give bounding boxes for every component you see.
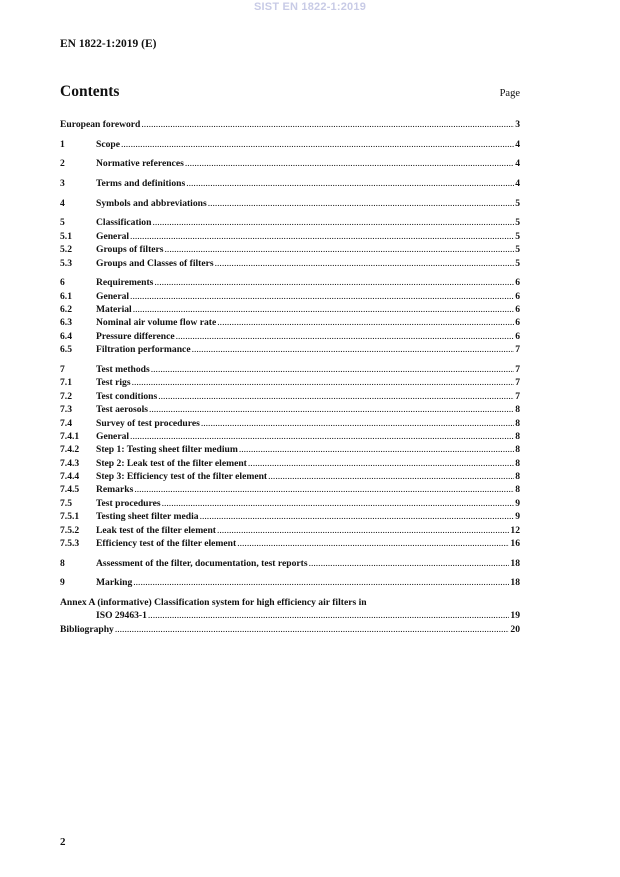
toc-entry-number: 6.4 (60, 330, 72, 342)
toc-entry-number: 3 (60, 178, 65, 190)
toc-entry-number: 7.4.4 (60, 471, 80, 483)
toc-entry-number: 5 (60, 217, 65, 229)
table-of-contents (60, 118, 520, 636)
toc-entry-title: Bibliography (60, 623, 114, 635)
toc-leader-dots (201, 417, 514, 430)
toc-entry-title: Groups of filters (96, 244, 164, 256)
toc-leader-dots (239, 443, 514, 456)
toc-entry-title: Survey of test procedures (96, 417, 200, 429)
toc-leader-dots (217, 316, 514, 329)
toc-leader-dots (115, 623, 510, 636)
toc-entry-number: 7.3 (60, 404, 72, 416)
toc-leader-dots (149, 403, 514, 416)
toc-entry-title: General (96, 290, 130, 302)
toc-entry-number: 9 (60, 577, 65, 589)
toc-entry-page: 4 (515, 138, 520, 150)
toc-entry[interactable] (60, 290, 520, 303)
toc-entry[interactable] (60, 443, 520, 456)
page-column-label: Page (499, 88, 520, 99)
toc-entry-page: 8 (515, 484, 520, 496)
toc-leader-dots (176, 330, 515, 343)
toc-leader-dots (130, 430, 514, 443)
toc-leader-dots (148, 609, 510, 622)
toc-leader-dots (133, 576, 509, 589)
toc-entry[interactable] (60, 537, 520, 550)
toc-leader-dots (158, 390, 514, 403)
toc-entry-title: Step 2: Leak test of the filter element (96, 457, 247, 469)
toc-entry-page: 18 (510, 577, 520, 589)
contents-title: Contents (60, 83, 120, 100)
toc-leader-dots (162, 497, 515, 510)
toc-leader-dots (141, 118, 514, 131)
toc-entry[interactable] (60, 457, 520, 470)
toc-entry-page: 8 (515, 430, 520, 442)
toc-entry[interactable] (60, 118, 520, 131)
toc-entry-page: 6 (515, 290, 520, 302)
toc-entry-number: 7 (60, 363, 65, 375)
document-id: EN 1822-1:2019 (E) (60, 38, 157, 50)
toc-entry-number: 7.2 (60, 390, 72, 402)
toc-entry-page: 7 (515, 344, 520, 356)
toc-entry-page: 5 (515, 197, 520, 209)
toc-entry-number: 7.4.5 (60, 484, 80, 496)
toc-entry[interactable] (60, 497, 520, 510)
toc-entry-number: 7.1 (60, 377, 72, 389)
toc-entry-title: Normative references (96, 158, 184, 170)
toc-entry[interactable] (60, 390, 520, 403)
toc-entry-title: General (96, 430, 130, 442)
toc-entry-page: 18 (510, 557, 520, 569)
toc-entry[interactable] (60, 576, 520, 589)
toc-entry-number: 7.4.3 (60, 457, 80, 469)
toc-leader-dots (130, 290, 514, 303)
toc-entry-title: Leak test of the filter element (96, 524, 216, 536)
toc-leader-dots (309, 557, 510, 570)
toc-entry-number: 6.2 (60, 304, 72, 316)
toc-entry[interactable] (60, 470, 520, 483)
toc-entry[interactable] (60, 376, 520, 389)
toc-leader-dots (134, 483, 514, 496)
toc-leader-dots (192, 343, 515, 356)
toc-entry-number: 7.4 (60, 417, 72, 429)
toc-entry-page: 4 (515, 158, 520, 170)
toc-entry-number: 7.5.1 (60, 511, 80, 523)
toc-leader-dots (215, 257, 515, 270)
toc-entry-page: 16 (510, 538, 520, 550)
toc-entry-number: 6.3 (60, 317, 72, 329)
toc-entry-title: Requirements (96, 277, 154, 289)
toc-entry[interactable] (60, 216, 520, 229)
toc-entry-number: 7.5 (60, 497, 72, 509)
toc-entry-page: 7 (515, 363, 520, 375)
toc-entry-page: 4 (515, 178, 520, 190)
toc-entry-title: Symbols and abbreviations (96, 197, 207, 209)
toc-entry-number: 7.4.2 (60, 444, 80, 456)
toc-entry-page: 5 (515, 244, 520, 256)
toc-entry-title: Terms and definitions (96, 178, 186, 190)
toc-entry-title: Material (96, 304, 132, 316)
toc-entry-title: Pressure difference (96, 330, 175, 342)
toc-leader-dots (186, 177, 514, 190)
toc-entry-page: 8 (515, 471, 520, 483)
toc-entry-title: Remarks (96, 484, 134, 496)
toc-entry[interactable] (60, 243, 520, 256)
toc-entry-title: Test methods (96, 363, 150, 375)
toc-leader-dots (200, 510, 515, 523)
toc-entry-number: 5.3 (60, 257, 72, 269)
toc-entry[interactable] (60, 303, 520, 316)
toc-annex-title-continued: ISO 29463-1 (96, 610, 147, 622)
toc-entry-title: Assessment of the filter, documentation, test reports (96, 557, 308, 569)
toc-entry-title: Test procedures (96, 497, 161, 509)
toc-entry-title: General (96, 230, 130, 242)
toc-entry-page: 6 (515, 330, 520, 342)
toc-leader-dots (237, 537, 509, 550)
toc-entry-number: 6.5 (60, 344, 72, 356)
toc-entry[interactable] (60, 177, 520, 190)
toc-leader-dots (185, 157, 514, 170)
toc-leader-dots (165, 243, 515, 256)
toc-leader-dots (130, 230, 514, 243)
toc-entry[interactable] (60, 363, 520, 376)
toc-entry-number: 2 (60, 158, 65, 170)
toc-entry[interactable] (60, 510, 520, 523)
toc-entry[interactable] (60, 483, 520, 496)
toc-entry[interactable] (60, 276, 520, 289)
toc-leader-dots (217, 524, 509, 537)
toc-entry-page: 6 (515, 277, 520, 289)
toc-entry-number: 6 (60, 277, 65, 289)
toc-entry[interactable] (60, 343, 520, 356)
toc-entry-title: Test rigs (96, 377, 131, 389)
toc-entry-page: 5 (515, 217, 520, 229)
toc-entry[interactable] (60, 403, 520, 416)
toc-leader-dots (133, 303, 515, 316)
toc-entry-page: 5 (515, 230, 520, 242)
toc-entry-number: 7.5.3 (60, 538, 80, 550)
toc-entry-number: 5.1 (60, 230, 72, 242)
toc-entry-title: European foreword (60, 119, 141, 130)
toc-entry-number: 4 (60, 197, 65, 209)
watermark: SIST EN 1822-1:2019 (253, 1, 367, 13)
toc-leader-dots (154, 276, 514, 289)
toc-entry-title: Marking (96, 577, 133, 589)
toc-entry-title: Testing sheet filter media (96, 511, 199, 523)
toc-entry-title: Step 1: Testing sheet filter medium (96, 444, 238, 456)
toc-leader-dots (208, 197, 514, 210)
toc-entry-bibliography[interactable] (60, 623, 520, 636)
toc-entry-title: Test aerosols (96, 404, 148, 416)
toc-entry[interactable] (60, 138, 520, 151)
toc-entry-number: 7.4.1 (60, 430, 80, 442)
toc-entry-title: Step 3: Efficiency test of the filter element (96, 471, 268, 483)
toc-entry-number: 1 (60, 138, 65, 150)
toc-entry-page: 6 (515, 317, 520, 329)
toc-entry-title: Scope (96, 138, 120, 150)
toc-entry-page: 8 (515, 457, 520, 469)
footer-page-number: 2 (60, 836, 66, 848)
toc-entry[interactable] (60, 197, 520, 210)
toc-leader-dots (248, 457, 514, 470)
toc-entry-title: Classification (96, 217, 152, 229)
toc-entry-page: 12 (510, 524, 520, 536)
toc-entry-page: 8 (515, 417, 520, 429)
toc-entry-page: 9 (515, 497, 520, 509)
toc-entry[interactable] (60, 430, 520, 443)
toc-entry-page: 20 (510, 623, 520, 635)
toc-entry-page: 7 (515, 377, 520, 389)
toc-entry[interactable] (60, 330, 520, 343)
toc-entry-title: Filtration performance (96, 344, 191, 356)
toc-entry[interactable] (60, 524, 520, 537)
toc-entry-title: Nominal air volume flow rate (96, 317, 217, 329)
toc-leader-dots (151, 363, 514, 376)
toc-leader-dots (121, 138, 514, 151)
toc-entry-page: 7 (515, 390, 520, 402)
toc-entry[interactable] (60, 417, 520, 430)
toc-entry[interactable] (60, 157, 520, 170)
toc-entry[interactable] (60, 257, 520, 270)
toc-entry-page: 6 (515, 304, 520, 316)
toc-leader-dots (152, 216, 514, 229)
toc-annex-title: Annex A (informative) Classification system for high efficiency air filters in (60, 597, 367, 609)
toc-entry[interactable] (60, 316, 520, 329)
toc-entry[interactable] (60, 230, 520, 243)
toc-entry-page: 19 (510, 610, 520, 622)
toc-entry-title: Efficiency test of the filter element (96, 538, 237, 550)
toc-entry-title: Groups and Classes of filters (96, 257, 214, 269)
toc-leader-dots (268, 470, 514, 483)
toc-entry-page: 8 (515, 404, 520, 416)
toc-entry-number: 6.1 (60, 290, 72, 302)
toc-entry-page: 8 (515, 444, 520, 456)
toc-entry-title: Test conditions (96, 390, 158, 402)
toc-entry-page: 5 (515, 257, 520, 269)
toc-entry[interactable] (60, 557, 520, 570)
toc-entry-number: 8 (60, 557, 65, 569)
toc-entry-annex-a[interactable] (60, 596, 520, 623)
toc-entry-page: 3 (515, 119, 520, 130)
toc-entry-number: 5.2 (60, 244, 72, 256)
toc-entry-page: 9 (515, 511, 520, 523)
toc-entry-number: 7.5.2 (60, 524, 80, 536)
toc-leader-dots (132, 376, 515, 389)
